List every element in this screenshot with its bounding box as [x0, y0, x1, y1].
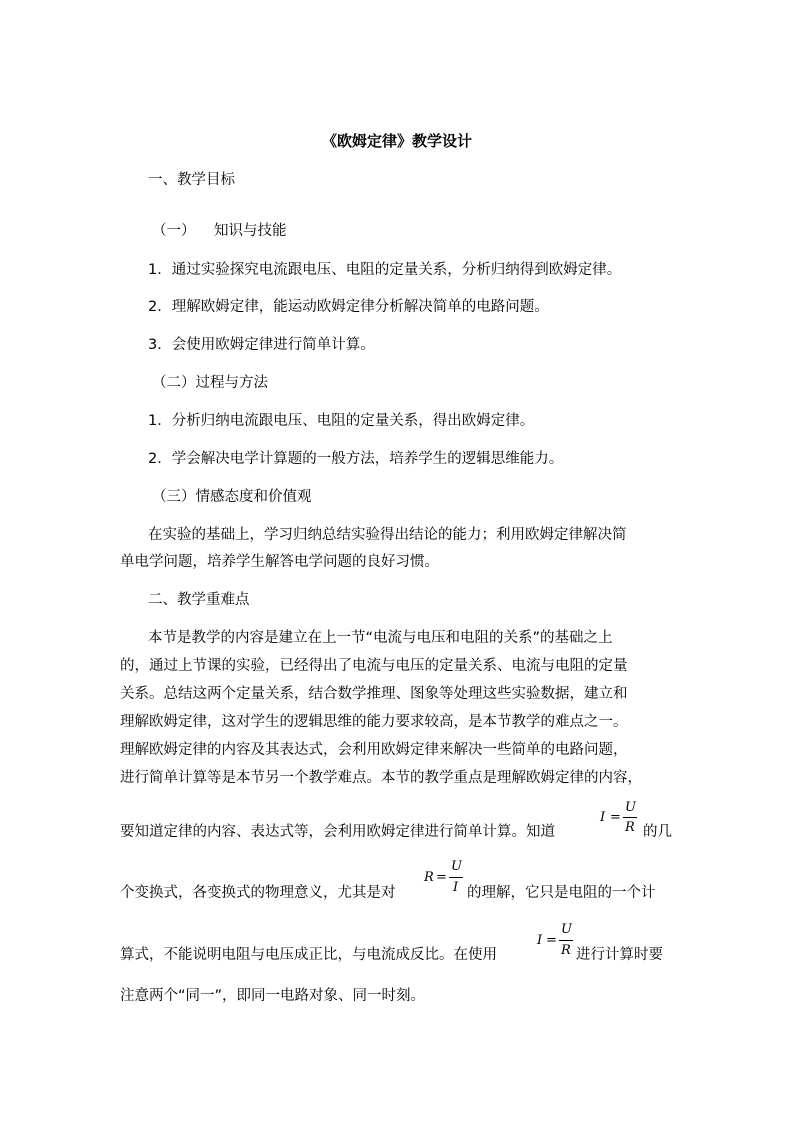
- sub1-label: 知识与技能: [214, 223, 287, 239]
- section2-heading: 二、教学重难点: [148, 592, 250, 608]
- fraction-bar: [623, 817, 637, 818]
- section2-line-6: 进行简单计算等是本节另一个教学难点。本节的教学重点是理解欧姆定律的内容，: [120, 770, 642, 786]
- fraction-bar: [449, 877, 463, 878]
- sub3-line-1: 在实验的基础上，学习归纳总结实验得出结论的能力；利用欧姆定律解决简: [148, 527, 627, 543]
- sub2-item-2: 2．学会解决电学计算题的一般方法，培养学生的逻辑思维能力。: [148, 451, 564, 467]
- formula-lhs: I: [600, 810, 606, 825]
- ohm-law-formula-usage: [537, 922, 581, 962]
- section2-line-3: 关系。总结这两个定量关系，结合数学推理、图象等处理这些实验数据，建立和: [120, 686, 628, 702]
- formula-lhs: R: [424, 870, 434, 885]
- section2-line-1: 本节是教学的内容是建立在上一节“电流与电压和电阻的关系”的基础之上: [148, 630, 613, 646]
- formula-numerator: U: [561, 922, 572, 937]
- fraction-bar: [559, 940, 573, 941]
- sub1-item-2: 2．理解欧姆定律，能运动欧姆定律分析解决简单的电路问题。: [148, 299, 549, 315]
- sub3-heading: （三）情感态度和价值观: [152, 489, 312, 505]
- section2-last-line: 注意两个“同一”，即同一电路对象、同一时刻。: [120, 988, 426, 1004]
- formula-equals: =: [610, 810, 621, 825]
- formula-lhs: I: [537, 933, 543, 948]
- section2-line-5: 理解欧姆定律的内容及其表达式，会利用欧姆定律来解决一些简单的电路问题，: [120, 742, 628, 758]
- section1-heading: 一、教学目标: [148, 172, 235, 188]
- formula-line-1-before: 要知道定律的内容、表达式等，会利用欧姆定律进行简单计算。知道: [120, 824, 555, 840]
- section2-line-4: 理解欧姆定律，这对学生的逻辑思维的能力要求较高，是本节教学的难点之一。: [120, 714, 628, 730]
- formula-line-3-after: 进行计算时要: [576, 947, 663, 963]
- sub2-item-1: 1．分析归纳电流跟电压、电阻的定量关系，得出欧姆定律。: [148, 413, 535, 429]
- formula-denominator: R: [625, 820, 635, 835]
- formula-denominator: R: [561, 943, 571, 958]
- formula-equals: =: [436, 870, 447, 885]
- section2-line-2: 的，通过上节课的实验，已经得出了电流与电压的定量关系、电流与电阻的定量: [120, 658, 628, 674]
- sub1-item-3: 3．会使用欧姆定律进行简单计算。: [148, 337, 375, 353]
- formula-line-2-before: 个变换式，各变换式的物理意义，尤其是对: [120, 885, 396, 901]
- document-title: 《欧姆定律》教学设计: [321, 132, 472, 150]
- formula-equals: =: [546, 933, 557, 948]
- sub1-item-1: 1．通过实验探究电流跟电压、电阻的定量关系，分析归纳得到欧姆定律。: [148, 262, 622, 278]
- sub2-heading: （二）过程与方法: [152, 375, 268, 391]
- formula-denominator: I: [453, 880, 459, 895]
- resistance-formula: [424, 859, 468, 899]
- formula-line-3-before: 算式，不能说明电阻与电压成正比，与电流成反比。在使用: [120, 947, 497, 963]
- formula-line-2-after: 的理解，它只是电阻的一个计: [467, 885, 656, 901]
- sub1-number: （一）: [152, 223, 196, 239]
- formula-numerator: U: [625, 800, 636, 815]
- ohm-law-formula: [598, 800, 642, 840]
- sub3-line-2: 单电学问题，培养学生解答电学问题的良好习惯。: [120, 554, 439, 570]
- formula-numerator: U: [451, 859, 462, 874]
- formula-line-1-after: 的几: [643, 824, 672, 840]
